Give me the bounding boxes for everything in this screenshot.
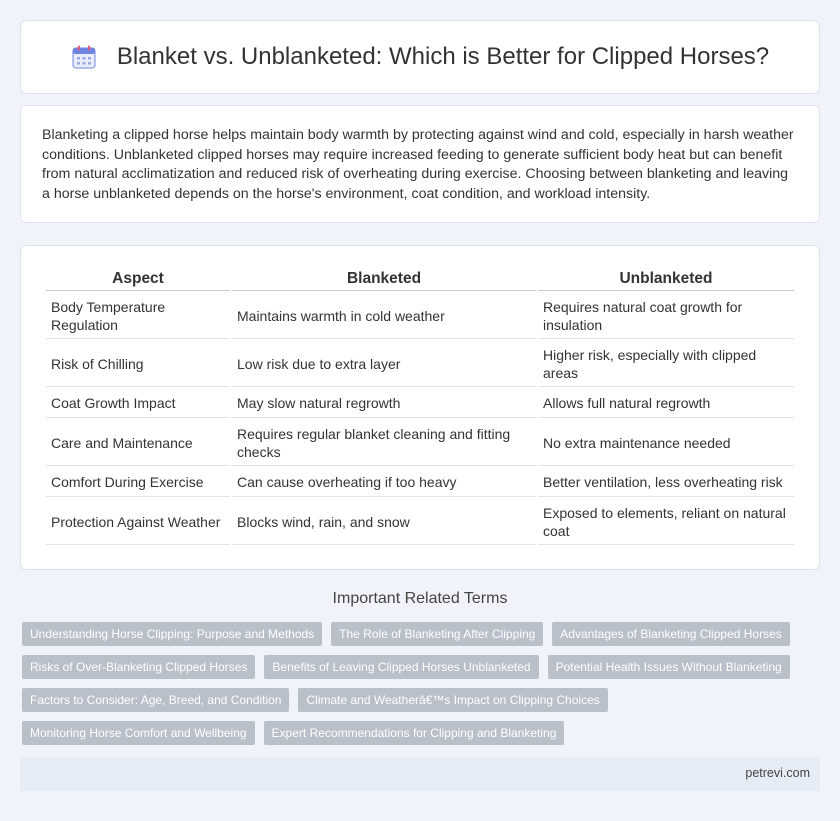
related-terms-list	[22, 622, 822, 745]
comparison-table-card	[20, 245, 820, 570]
column-header-unblanketed: Unblanketed	[538, 268, 794, 291]
table-cell: May slow natural regrowth	[232, 389, 536, 418]
column-header-aspect: Aspect	[46, 268, 230, 291]
table-header-row	[46, 268, 794, 291]
table-row	[46, 341, 794, 387]
intro-text: Blanketing a clipped horse helps maintain body warmth by protecting against wind and cold, especially in harsh weather conditions. Unblanketed clipped horses may require increased feeding to generate sufficient body heat but can benefit from natural acclimatization and reduced risk of overheating during exercise. Choosing between blanketing and leaving a horse unblanketed depends on the horse's environment, coat condition, and workload intensity.	[42, 127, 794, 202]
table-cell: Comfort During Exercise	[46, 468, 230, 497]
intro-card	[20, 105, 820, 223]
table-cell: Coat Growth Impact	[46, 389, 230, 418]
table-cell: Body Temperature Regulation	[46, 293, 230, 339]
related-term-link[interactable]: Monitoring Horse Comfort and Wellbeing	[22, 721, 255, 745]
calendar-icon	[71, 44, 97, 70]
table-row	[46, 499, 794, 545]
table-cell: Blocks wind, rain, and snow	[232, 499, 536, 545]
table-row	[46, 293, 794, 339]
related-term-link[interactable]: Advantages of Blanketing Clipped Horses	[552, 622, 789, 646]
table-cell: Protection Against Weather	[46, 499, 230, 545]
table-cell: Requires natural coat growth for insulation	[538, 293, 794, 339]
related-terms-title: Important Related Terms	[332, 590, 508, 607]
related-term-link[interactable]: Factors to Consider: Age, Breed, and Condition	[22, 688, 289, 712]
footer	[20, 757, 820, 791]
table-cell: Exposed to elements, reliant on natural coat	[538, 499, 794, 545]
page-title: Blanket vs. Unblanketed: Which is Better for Clipped Horses?	[116, 43, 770, 70]
table-cell: Maintains warmth in cold weather	[232, 293, 536, 339]
table-row	[46, 468, 794, 497]
footer-site-link[interactable]: petrevi.com	[745, 766, 810, 780]
table-cell: Allows full natural regrowth	[538, 389, 794, 418]
table-row	[46, 420, 794, 466]
table-cell: Risk of Chilling	[46, 341, 230, 387]
related-term-link[interactable]: Climate and Weatherâ€™s Impact on Clipping Choices	[298, 688, 607, 712]
table-cell: Better ventilation, less overheating risk	[538, 468, 794, 497]
related-term-link[interactable]: Benefits of Leaving Clipped Horses Unblanketed	[264, 655, 538, 679]
table-cell: Care and Maintenance	[46, 420, 230, 466]
table-cell: Higher risk, especially with clipped areas	[538, 341, 794, 387]
related-term-link[interactable]: Expert Recommendations for Clipping and Blanketing	[264, 721, 565, 745]
related-term-link[interactable]: The Role of Blanketing After Clipping	[331, 622, 543, 646]
related-term-link[interactable]: Potential Health Issues Without Blanketing	[548, 655, 790, 679]
title-card	[20, 20, 820, 94]
table-row	[46, 389, 794, 418]
table-cell: Low risk due to extra layer	[232, 341, 536, 387]
column-header-blanketed: Blanketed	[232, 268, 536, 291]
table-cell: No extra maintenance needed	[538, 420, 794, 466]
comparison-table	[44, 266, 796, 547]
table-cell: Can cause overheating if too heavy	[232, 468, 536, 497]
table-cell: Requires regular blanket cleaning and fitting checks	[232, 420, 536, 466]
related-term-link[interactable]: Understanding Horse Clipping: Purpose and Methods	[22, 622, 322, 646]
related-term-link[interactable]: Risks of Over-Blanketing Clipped Horses	[22, 655, 255, 679]
